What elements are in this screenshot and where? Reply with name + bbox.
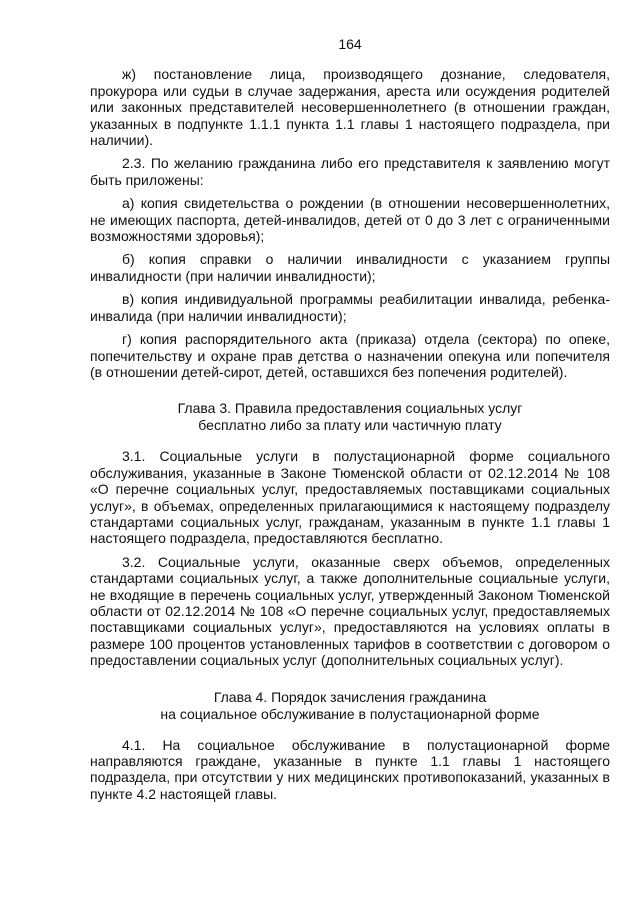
chapter-4-title-line2: на социальное обслуживание в полустационарной форме: [160, 705, 540, 722]
chapter-3-title-line1: Глава 3. Правила предоставления социальных услуг: [177, 400, 523, 417]
paragraph-3-1: 3.1. Социальные услуги в полустационарной форме социального обслуживания, указанные в Законе Тюменской области от 02.12.2014 № 108 «О перечне социальных услуг, предоставляемых поставщиками социальных услуг», в объемах, определенных прилагающимися к настоящему подразделу стандартами социальных услуг, гражданам, указанным в пункте 1.1 главы 1 настоящего подраздела, предоставляются бесплатно.: [90, 448, 610, 547]
paragraph-2-3: 2.3. По желанию гражданина либо его представителя к заявлению могут быть приложены:: [90, 155, 610, 188]
paragraph-b: б) копия справки о наличии инвалидности с указанием группы инвалидности (при наличии инвалидности);: [90, 251, 610, 284]
chapter-3-heading: [90, 400, 610, 434]
chapter-4-heading: [90, 689, 610, 723]
page-number: 164: [338, 36, 362, 52]
chapter-4-title-line1: Глава 4. Порядок зачисления гражданина: [213, 688, 487, 705]
paragraph-3-2: 3.2. Социальные услуги, оказанные сверх объемов, определенных стандартами социальных услуг, а также дополнительные социальные услуги, не входящие в перечень социальных услуг, утвержденный Законом Тюменской области от 02.12.2014 № 108 «О перечне социальных услуг, предоставляемых поставщиками социальных услуг», предоставляются на условиях оплаты в размере 100 процентов установленных тарифов в соответствии с договором о предоставлении социальных услуг (дополнительных социальных услуг).: [90, 553, 610, 669]
chapter-3-title-line2: бесплатно либо за плату или частичную плату: [198, 417, 502, 434]
paragraph-g: г) копия распорядительного акта (приказа) отдела (сектора) по опеке, попечительству и охране прав детства о назначении опекуна или попечителя (в отношении детей-сирот, детей, оставшихся без попечения родителей).: [90, 331, 610, 380]
paragraph-4-1: 4.1. На социальное обслуживание в полустационарной форме направляются граждане, указанные в пункте 1.1 главы 1 настоящего подраздела, при отсутствии у них медицинских противопоказаний, указанных в пункте 4.2 настоящей главы.: [90, 736, 610, 802]
document-page: [90, 36, 610, 809]
paragraph-v: в) копия индивидуальной программы реабилитации инвалида, ребенка-инвалида (при наличии инвалидности);: [90, 291, 610, 324]
paragraph-zh: ж) постановление лица, производящего дознание, следователя, прокурора или судьи в случае задержания, ареста или осуждения родителей или законных представителей несовершеннолетнего (в отношении граждан, указанных в подпункте 1.1.1 пункта 1.1 главы 1 настоящего подраздела, при наличии).: [90, 66, 610, 149]
paragraph-a: а) копия свидетельства о рождении (в отношении несовершеннолетних, не имеющих паспорта, детей-инвалидов, детей от 0 до 3 лет с ограниченными возможностями здоровья);: [90, 195, 610, 245]
